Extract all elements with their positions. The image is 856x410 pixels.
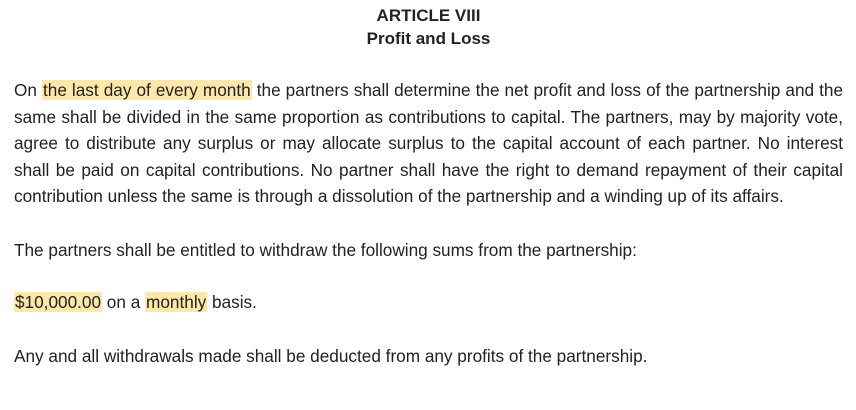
amount-connector-text: on a: [102, 292, 146, 312]
article-number: ARTICLE VIII: [376, 6, 481, 25]
paragraph-body: the partners shall determine the net profit and loss of the partnership and the same shall be divided in the same proportion as contributions to capital. The partners, may by majority vote, agree to distribute any surplus or may allocate surplus to the capital account of each partner. No interest shall be paid on capital contributions. No partner shall have the right to demand repayment of their capital contribution unless the same is through a dissolution of the partnership and a winding up of its affairs.: [14, 80, 844, 206]
paragraph-prefix: On: [14, 80, 42, 100]
withdrawal-deduction-paragraph: Any and all withdrawals made shall be deducted from any profits of the partnership.: [14, 345, 648, 366]
highlighted-date-field[interactable]: the last day of every month: [42, 80, 251, 100]
highlighted-amount-field[interactable]: $10,000.00: [15, 292, 102, 312]
profit-loss-paragraph: [14, 77, 843, 210]
article-title: Profit and Loss: [366, 29, 491, 48]
withdrawal-intro-paragraph: The partners shall be entitled to withdraw the following sums from the partnership:: [14, 239, 637, 260]
amount-suffix-text: basis.: [207, 292, 257, 312]
highlighted-frequency-field[interactable]: monthly: [146, 292, 207, 312]
withdrawal-amount-paragraph: [14, 289, 843, 316]
